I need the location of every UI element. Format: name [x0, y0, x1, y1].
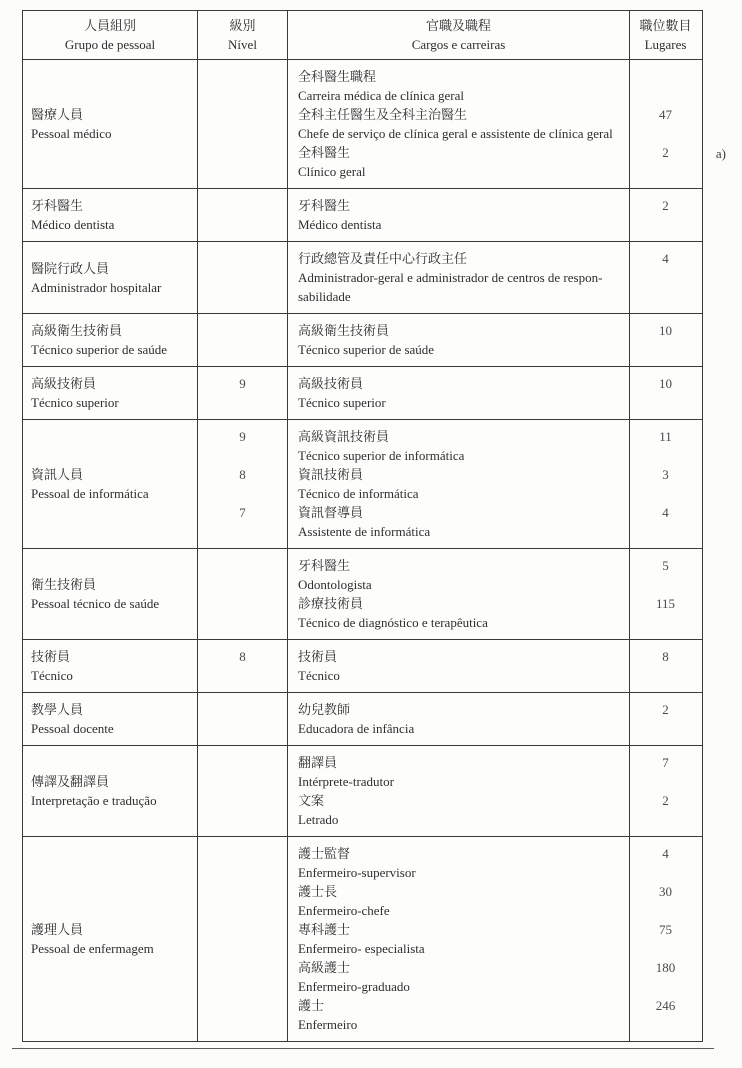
header-level-zh: 級別: [229, 18, 256, 33]
count-spacer: [630, 863, 701, 882]
level-spacer: [198, 340, 287, 359]
level-cell: [197, 420, 287, 548]
careers-cell: [287, 314, 629, 366]
career-line: 護士: [298, 998, 325, 1013]
count-cell: [629, 640, 701, 692]
level-cell: [197, 60, 287, 188]
level-spacer: [198, 215, 287, 234]
group-name-pt: Pessoal docente: [31, 721, 114, 736]
table-row: [23, 420, 702, 549]
career-line: 高級護士: [298, 960, 351, 975]
count-spacer: [630, 772, 701, 791]
level-spacer: [198, 791, 287, 810]
careers-cell: [287, 189, 629, 241]
table-row: [23, 60, 702, 189]
group-name-zh: 高級衛生技術員: [31, 323, 123, 338]
level-spacer: [198, 249, 287, 268]
level-spacer: [198, 446, 287, 465]
level-spacer: [198, 901, 287, 920]
level-spacer: [198, 124, 287, 143]
career-line: Educadora de infância: [298, 721, 415, 736]
table-header-row: [23, 11, 702, 60]
count-value: 4: [662, 505, 669, 520]
count-value: 2: [662, 198, 669, 213]
career-line: Enfermeiro-supervisor: [298, 865, 416, 880]
group-name-pt: Técnico superior: [31, 395, 119, 410]
count-value: 180: [655, 960, 676, 975]
group-cell: [23, 549, 197, 639]
career-line: 技術員: [298, 649, 338, 664]
level-cell: [197, 189, 287, 241]
count-cell: [629, 367, 701, 419]
table-row: [23, 693, 702, 746]
career-line: 牙科醫生: [298, 198, 351, 213]
career-line: Técnico de diagnóstico e terapêutica: [298, 615, 488, 630]
career-line: sabilidade: [298, 289, 351, 304]
group-name-zh: 技術員: [31, 649, 71, 664]
careers-cell: [287, 693, 629, 745]
level-cell: [197, 640, 287, 692]
level-spacer: [198, 268, 287, 287]
count-value: 11: [659, 429, 672, 444]
header-count-pt: Lugares: [644, 37, 687, 52]
level-spacer: [198, 105, 287, 124]
footnote-marker-a: a): [715, 146, 726, 161]
level-value: 8: [239, 467, 246, 482]
career-line: 全科醫生職程: [298, 69, 377, 84]
header-count-zh: 職位數目: [639, 18, 692, 33]
level-spacer: [198, 1015, 287, 1034]
level-spacer: [198, 287, 287, 306]
count-spacer: [630, 446, 701, 465]
count-spacer: [630, 939, 701, 958]
level-cell: [197, 746, 287, 836]
header-level-cell: [197, 11, 287, 59]
level-spacer: [198, 977, 287, 996]
level-spacer: [198, 753, 287, 772]
count-value: 115: [655, 596, 676, 611]
level-spacer: [198, 484, 287, 503]
career-line: Enfermeiro-graduado: [298, 979, 410, 994]
level-spacer: [198, 882, 287, 901]
career-line: Enfermeiro: [298, 1017, 358, 1032]
level-spacer: [198, 920, 287, 939]
header-group-zh: 人員組別: [83, 18, 136, 33]
table-row: [23, 746, 702, 837]
count-cell: [629, 60, 701, 188]
career-line: 全科主任醫生及全科主治醫生: [298, 107, 468, 122]
group-name-pt: Pessoal técnico de saúde: [31, 596, 160, 611]
level-spacer: [198, 844, 287, 863]
count-spacer: [630, 484, 701, 503]
career-line: Técnico de informática: [298, 486, 419, 501]
count-spacer: [630, 268, 701, 287]
count-cell: [629, 837, 701, 1041]
group-name-pt: Interpretação e tradução: [31, 793, 157, 808]
level-spacer: [198, 67, 287, 86]
career-line: Enfermeiro-chefe: [298, 903, 390, 918]
count-spacer: [630, 287, 701, 306]
careers-cell: [287, 549, 629, 639]
career-line: 護士監督: [298, 846, 351, 861]
career-line: 高級資訊技術員: [298, 429, 390, 444]
level-cell: [197, 837, 287, 1041]
career-line: 高級技術員: [298, 376, 364, 391]
count-spacer: [630, 977, 701, 996]
count-spacer: [630, 124, 701, 143]
staff-table: [22, 10, 703, 1042]
level-spacer: [198, 613, 287, 632]
count-spacer: [630, 340, 701, 359]
count-value: 47: [659, 107, 672, 122]
career-line: 全科醫生: [298, 145, 351, 160]
table-row: [23, 189, 702, 242]
group-cell: [23, 242, 197, 313]
career-line: Técnico superior de informática: [298, 448, 465, 463]
count-value: 246: [655, 998, 676, 1013]
count-value: 2: [662, 145, 669, 160]
count-spacer: [630, 522, 701, 541]
count-spacer: [630, 215, 701, 234]
count-cell: [629, 549, 701, 639]
level-spacer: [198, 162, 287, 181]
table-row: [23, 367, 702, 420]
career-line: Carreira médica de clínica geral: [298, 88, 465, 103]
level-spacer: [198, 772, 287, 791]
level-spacer: [198, 196, 287, 215]
careers-cell: [287, 60, 629, 188]
level-value: 8: [239, 649, 246, 664]
level-spacer: [198, 393, 287, 412]
career-line: Enfermeiro- especialista: [298, 941, 425, 956]
group-name-pt: Médico dentista: [31, 217, 115, 232]
count-spacer: [630, 719, 701, 738]
level-cell: [197, 549, 287, 639]
level-spacer: [198, 719, 287, 738]
careers-cell: [287, 367, 629, 419]
careers-cell: [287, 837, 629, 1041]
career-line: 護士長: [298, 884, 338, 899]
count-cell: [629, 242, 701, 313]
group-name-pt: Administrador hospitalar: [31, 279, 162, 295]
level-spacer: [198, 958, 287, 977]
count-spacer: [630, 575, 701, 594]
careers-cell: [287, 746, 629, 836]
level-cell: [197, 242, 287, 313]
group-name-pt: Pessoal médico: [31, 126, 112, 141]
group-name-zh: 教學人員: [31, 702, 84, 717]
count-cell: [629, 746, 701, 836]
group-name-pt: Pessoal de enfermagem: [31, 941, 154, 956]
header-careers-cell: [287, 11, 629, 59]
careers-cell: [287, 640, 629, 692]
career-line: Técnico superior: [298, 395, 386, 410]
count-spacer: [630, 86, 701, 105]
career-line: Técnico superior de saúde: [298, 342, 435, 357]
group-name-zh: 醫院行政人員: [31, 260, 110, 276]
table-row: [23, 837, 702, 1041]
level-spacer: [198, 522, 287, 541]
group-cell: [23, 640, 197, 692]
count-spacer: [630, 613, 701, 632]
table-row: [23, 549, 702, 640]
career-line: 專科護士: [298, 922, 351, 937]
header-group-pt: Grupo de pessoal: [64, 37, 156, 52]
group-name-zh: 衛生技術員: [31, 577, 97, 592]
level-cell: [197, 367, 287, 419]
count-spacer: [630, 810, 701, 829]
count-value: 2: [662, 793, 669, 808]
table-row: [23, 242, 702, 314]
level-value: 9: [239, 376, 246, 391]
count-spacer: [630, 67, 701, 86]
career-line: 牙科醫生: [298, 558, 351, 573]
career-line: 翻譯員: [298, 755, 338, 770]
count-cell: [629, 693, 701, 745]
count-value: 75: [659, 922, 672, 937]
group-cell: [23, 189, 197, 241]
career-line: 文案: [298, 793, 325, 808]
count-value: 5: [662, 558, 669, 573]
level-spacer: [198, 996, 287, 1015]
career-line: Assistente de informática: [298, 524, 431, 539]
group-name-zh: 傳譯及翻譯員: [31, 774, 110, 789]
count-spacer: [630, 666, 701, 685]
career-line: Administrador-geral e administrador de centros de respon-: [298, 270, 603, 285]
career-line: 行政總管及責任中心行政主任: [298, 251, 468, 266]
header-count-cell: [629, 11, 701, 59]
group-name-pt: Técnico: [31, 668, 73, 683]
level-spacer: [198, 556, 287, 575]
count-value: 10: [659, 323, 672, 338]
group-cell: [23, 314, 197, 366]
count-cell: [629, 314, 701, 366]
level-spacer: [198, 143, 287, 162]
group-cell: [23, 367, 197, 419]
group-cell: [23, 746, 197, 836]
group-name-zh: 資訊人員: [31, 467, 84, 482]
count-value: 3: [662, 467, 669, 482]
level-spacer: [198, 575, 287, 594]
careers-cell: [287, 242, 629, 313]
group-name-zh: 護理人員: [31, 922, 84, 937]
table-row: [23, 314, 702, 367]
career-line: Médico dentista: [298, 217, 382, 232]
count-value: 10: [659, 376, 672, 391]
career-line: Chefe de serviço de clínica geral e assistente de clínica geral: [298, 126, 613, 141]
count-spacer: [630, 162, 701, 181]
group-cell: [23, 60, 197, 188]
count-value: 4: [662, 251, 669, 266]
career-line: Técnico: [298, 668, 340, 683]
table-row: [23, 640, 702, 693]
table-body: [23, 60, 702, 1041]
level-spacer: [198, 939, 287, 958]
page-bottom-rule: [12, 1048, 714, 1049]
count-cell: [629, 420, 701, 548]
count-value: 7: [662, 755, 669, 770]
career-line: Letrado: [298, 812, 339, 827]
group-name-pt: Técnico superior de saúde: [31, 342, 168, 357]
header-group-cell: [23, 11, 197, 59]
count-value: 4: [662, 846, 669, 861]
career-line: Odontologista: [298, 577, 372, 592]
level-spacer: [198, 86, 287, 105]
group-cell: [23, 420, 197, 548]
level-spacer: [198, 700, 287, 719]
career-line: 診療技術員: [298, 596, 364, 611]
career-line: Clínico geral: [298, 164, 366, 179]
level-spacer: [198, 594, 287, 613]
level-value: 9: [239, 429, 246, 444]
group-name-zh: 牙科醫生: [31, 198, 84, 213]
count-spacer: [630, 1015, 701, 1034]
header-careers-pt: Cargos e carreiras: [411, 37, 506, 52]
level-cell: [197, 314, 287, 366]
count-value: 2: [662, 702, 669, 717]
level-spacer: [198, 863, 287, 882]
count-value: 30: [659, 884, 672, 899]
career-line: 資訊督導員: [298, 505, 364, 520]
level-spacer: [198, 810, 287, 829]
header-level-pt: Nível: [228, 37, 257, 52]
level-spacer: [198, 666, 287, 685]
count-spacer: [630, 901, 701, 920]
group-name-zh: 醫療人員: [31, 107, 84, 122]
count-value: 8: [662, 649, 669, 664]
level-cell: [197, 693, 287, 745]
career-line: 幼兒教師: [298, 702, 351, 717]
header-careers-zh: 官職及職程: [425, 18, 491, 33]
career-line: 高級衛生技術員: [298, 323, 390, 338]
count-spacer: [630, 393, 701, 412]
count-cell: [629, 189, 701, 241]
group-cell: [23, 693, 197, 745]
group-name-zh: 高級技術員: [31, 376, 97, 391]
career-line: 資訊技術員: [298, 467, 364, 482]
group-cell: [23, 837, 197, 1041]
level-spacer: [198, 321, 287, 340]
level-value: 7: [239, 505, 246, 520]
careers-cell: [287, 420, 629, 548]
career-line: Intérprete-tradutor: [298, 774, 395, 789]
group-name-pt: Pessoal de informática: [31, 486, 149, 501]
